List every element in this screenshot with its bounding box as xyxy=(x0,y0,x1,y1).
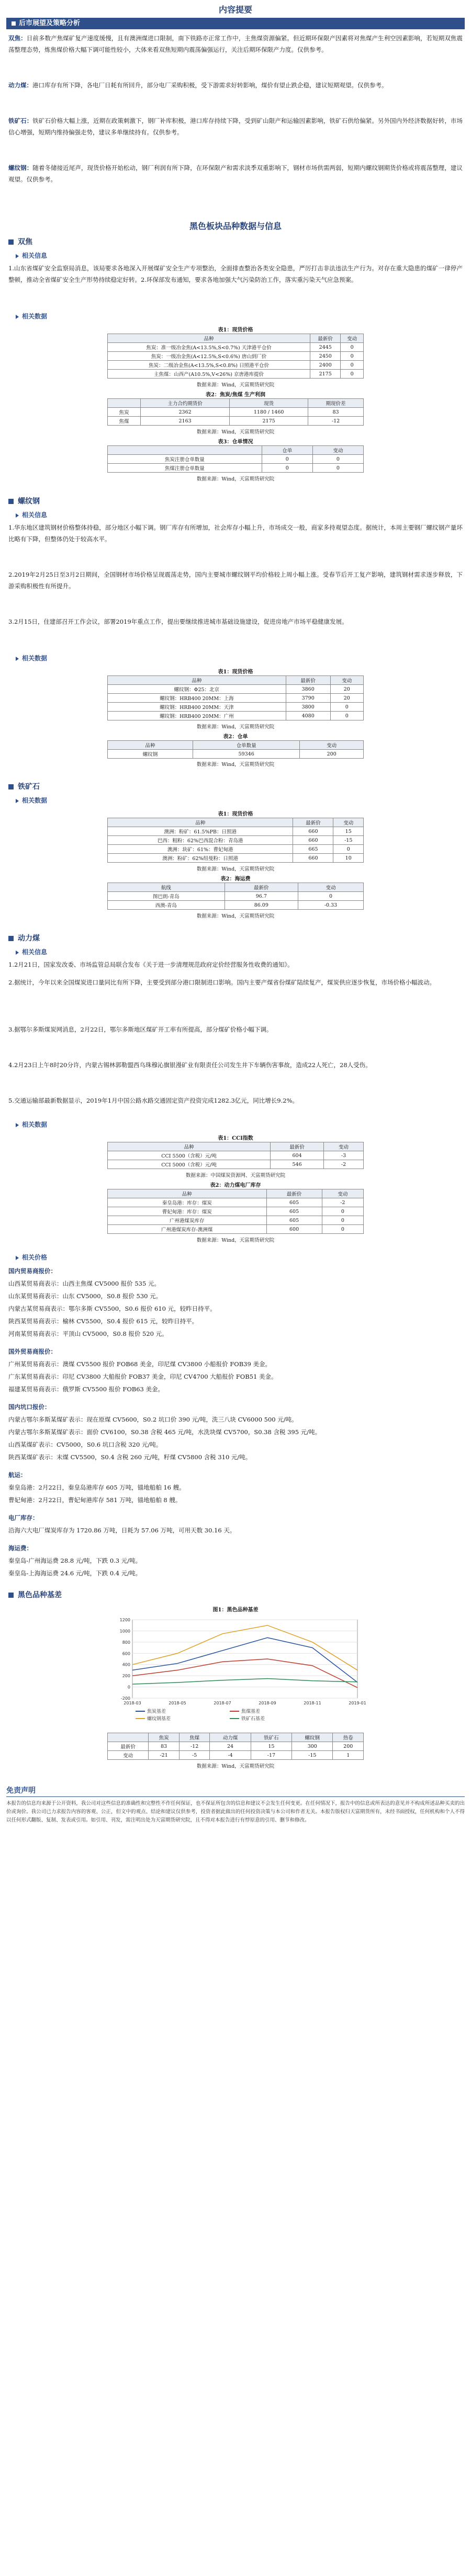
square-icon xyxy=(12,21,16,26)
summary-paragraph-2: 动力煤：港口库存有所下降，各电厂日耗有所回升，部分电厂采购积极，受下游需求好转影响，煤价有望止跌企稳，建议短期观望。仅供参考。 xyxy=(8,82,388,89)
legend-label: 铁矿石基差 xyxy=(241,1716,265,1722)
table-row: 澳洲：粉矿：61.5%PB：日照港 660 15 xyxy=(108,827,364,836)
thermal-data-sub: 相关数据 xyxy=(16,1120,47,1129)
thermal-info-text-5: 5.交通运输部最新数据显示，2019年1月中国公路水路交通固定资产投资完成1282.3亿元，同比增长9.2%。 xyxy=(8,1097,299,1104)
x-tick-label: 2018-03 xyxy=(124,1701,141,1705)
table1-caption: 表1：现货价格 xyxy=(218,327,253,333)
table-row: 螺纹钢：HRB400 20MM：上海 3790 20 xyxy=(108,694,364,703)
price-line: 秦皇岛-广州海运费 28.8 元/吨，下跌 0.3 元/吨。 xyxy=(8,1557,142,1564)
thermal-info-text-2: 2.据统计，今年以来全国煤炭进口量同比有所下降，主要受到部分港口限制进口影响。国内主要产煤省份煤矿陆续复产，煤炭供应逐步恢复，市场价格小幅波动。 xyxy=(8,979,435,986)
price-heading-4: 航运： xyxy=(8,1471,27,1479)
summary-paragraph-1: 双焦：日前多数产焦煤矿复产速度缓慢，且有澳洲煤进口限制，南下铁路亦正常工作中，主焦煤资源偏紧。但近期环保限产因素将对焦煤产生利空因素影响，若短期双焦震荡整理态势，炼焦煤价格大幅下调可能性较小，大体来看双焦短期内震荡偏强运行，关注后期环保限产力度。仅供参考。 xyxy=(8,35,463,53)
table2: 主力合约期货价 现货 期现价差 焦炭 2362 1180 / 1460 83 焦煤 2163 2175 -12 xyxy=(107,398,364,426)
price-line: 陕西某贸易商表示：榆林 CV5500，S0.4 报价 615 元，较昨日持平。 xyxy=(8,1318,198,1325)
table-row: 螺纹钢：HRB400 20MM：天津 3800 0 xyxy=(108,703,364,712)
section-dot-icon xyxy=(8,1593,14,1598)
y-tick-label: 0 xyxy=(127,1685,130,1690)
table5-caption: 表2：仓单 xyxy=(223,734,248,740)
table-row: 变动 -21 -5 -4 -17 -15 1 xyxy=(108,1751,364,1760)
x-tick-label: 2018-05 xyxy=(169,1701,186,1705)
price-line: 内蒙古某贸易商表示：鄂尔多斯 CV5500，S0.6 报价 610 元，较昨日持平。 xyxy=(8,1305,216,1312)
legend-label: 螺纹钢基差 xyxy=(147,1716,171,1722)
table-row: CCI 5000（含税）元/吨 546 -2 xyxy=(108,1160,364,1169)
section-rebar-title: 螺纹钢 xyxy=(8,496,40,506)
section-dot-icon xyxy=(8,239,14,245)
legend-label: 焦煤基差 xyxy=(241,1709,261,1714)
table-row: 图巴朗-青岛 96.7 0 xyxy=(108,892,364,901)
table1: 品种 最新价 变动 焦炭：准一级冶金焦(A<13.5%,S<0.7%) 天津港平仓价 2445 0 焦炭：一级冶金焦(A<12.5%,S<0.6%) 唐山到厂价 2450 0 焦炭：二级冶金焦(A<13.5%,S<0.8%) 日照港平仓价 2400 0 主焦煤：山西产(A10.5%,V<26%) 京唐港库提价 2175 0 xyxy=(107,334,364,379)
y-tick-label: 1200 xyxy=(119,1618,130,1622)
table-row: 焦炭注册仓单数量 0 0 xyxy=(108,455,364,464)
coke-info-sub: 相关信息 xyxy=(16,251,47,260)
triangle-icon xyxy=(16,951,19,955)
y-tick-label: 600 xyxy=(122,1651,130,1656)
thermal-info-text-4: 4.2月23日上午8时20分许，内蒙古锡林郭勒盟西乌珠穆沁旗银漫矿业有限责任公司发生井下车辆伤害事故，造成22人死亡，28人受伤。 xyxy=(8,1061,372,1069)
table3-caption: 表3：仓单情况 xyxy=(218,439,253,445)
table9: 品种 最新价 变动 秦皇岛港：库存：煤炭 605 -2 曹妃甸港：库存：煤炭 605 0 广州港煤炭库存 605 0 广州港煤炭库存-澳洲煤 600 0 xyxy=(107,1189,364,1234)
plot-area xyxy=(132,1620,357,1698)
triangle-icon xyxy=(16,315,19,319)
rebar-info-sub: 相关信息 xyxy=(16,510,47,519)
price-line: 秦皇岛港：2月22日，秦皇岛港库存 605 万吨，锚地船舶 16 艘。 xyxy=(8,1484,185,1491)
table-row: 主焦煤：山西产(A10.5%,V<26%) 京唐港库提价 2175 0 xyxy=(108,370,364,379)
table-row: 焦炭：二级冶金焦(A<13.5%,S<0.8%) 日照港平仓价 2400 0 xyxy=(108,361,364,370)
table-row: 焦炭：准一级冶金焦(A<13.5%,S<0.7%) 天津港平仓价 2445 0 xyxy=(108,343,364,352)
table6: 品种 最新价 变动 澳洲：粉矿：61.5%PB：日照港 660 15 巴西：粗粉：62%巴西混合粉：青岛港 660 -15 澳洲：块矿：61%：曹妃甸港 665 0 澳洲：粉矿：62%纽曼粉：日照港 660 10 xyxy=(107,818,364,863)
table7: 航线 最新价 变动 图巴朗-青岛 96.7 0 西澳-青岛 86.09 -0.33 xyxy=(107,883,364,910)
table6-source: 数据来源：Wind，天富期货研究院 xyxy=(196,866,275,872)
price-line: 秦皇岛-上海海运费 24.6 元/吨，下跌 0.4 元/吨。 xyxy=(8,1570,142,1577)
legend-label: 焦炭基差 xyxy=(147,1709,166,1714)
price-line: 山西某煤矿表示：CV5000，S0.6 坑口含税 320 元/吨。 xyxy=(8,1441,162,1448)
chart-table-source: 数据来源：Wind，天富期货研究院 xyxy=(196,1764,275,1769)
rebar-info-text-1: 1.华东地区建筑钢材价格整体持稳，部分地区小幅下调。钢厂库存有所增加，社会库存小幅上升，市场成交一般，商家多持观望态度。据统计，本周主要钢厂螺纹钢产量环比略有下降，但整体仍处于较高水平。 xyxy=(8,524,463,543)
summary-heading: 后市展望及策略分析 xyxy=(19,19,81,27)
x-tick-label: 2018-11 xyxy=(304,1701,321,1705)
basis-chart xyxy=(107,1615,364,1730)
triangle-icon xyxy=(16,1123,19,1127)
price-line: 广州某贸易商表示：澳煤 CV5500 报价 FOB68 美金，印尼煤 CV3800 小船报价 FOB39 美金。 xyxy=(8,1360,271,1368)
section-dot-icon xyxy=(8,784,14,789)
price-line: 广东某贸易商表示：印尼 CV3800 大船报价 FOB37 美金，印尼 CV4700 大船报价 FOB51 美金。 xyxy=(8,1373,277,1380)
summary-heading-bar xyxy=(6,18,465,29)
table-row: 螺纹钢：HRB400 20MM：广州 4080 0 xyxy=(108,712,364,720)
section-chart-title: 黑色品种基差 xyxy=(8,1589,62,1600)
price-line: 沿海六大电厂煤炭库存为 1720.86 万吨，日耗为 57.06 万吨，可用天数 30.16 天。 xyxy=(8,1527,236,1534)
table6-caption: 表1：现货价格 xyxy=(218,811,253,817)
table-row: 曹妃甸港：库存：煤炭 605 0 xyxy=(108,1207,364,1216)
section-thermal-title: 动力煤 xyxy=(8,933,40,943)
table2-caption: 表2：焦炭/焦煤 生产利润 xyxy=(205,392,266,398)
table2-source: 数据来源：Wind，天富期货研究院 xyxy=(196,429,275,435)
price-heading-1: 国内贸易商报价： xyxy=(8,1267,57,1275)
y-tick-label: 400 xyxy=(122,1662,130,1667)
chart-table: 焦炭 焦煤 动力煤 铁矿石 螺纹钢 热卷 最新价 83 -12 24 15 300 200 变动 -21 -5 -4 -17 -15 1 xyxy=(107,1733,364,1760)
triangle-icon xyxy=(16,799,19,803)
coke-data-sub: 相关数据 xyxy=(16,312,47,320)
table4-source: 数据来源：Wind，天富期货研究院 xyxy=(196,724,275,730)
table9-caption: 表2：动力煤电厂库存 xyxy=(210,1183,261,1188)
table-row: 广州港煤炭库存-澳洲煤 600 0 xyxy=(108,1225,364,1234)
table5: 品种 仓单数量 变动 螺纹钢 59346 200 xyxy=(107,740,364,759)
price-line: 福建某贸易商表示：俄罗斯 CV5500 报价 FOB63 美金。 xyxy=(8,1386,164,1393)
section-dot-icon xyxy=(8,936,14,941)
triangle-icon xyxy=(16,254,19,258)
price-line: 山西某贸易商表示：山西主焦煤 CV5000 报价 535 元。 xyxy=(8,1280,160,1287)
table-row: 澳洲：粉矿：62%纽曼粉：日照港 660 10 xyxy=(108,854,364,863)
disclaimer-heading: 免责声明 xyxy=(6,1787,36,1795)
table4-caption: 表1：现货价格 xyxy=(218,669,253,675)
rebar-data-sub: 相关数据 xyxy=(16,654,47,662)
section-dot-icon xyxy=(8,499,14,504)
triangle-icon xyxy=(16,657,19,661)
price-line: 曹妃甸港：2月22日，曹妃甸港库存 581 万吨，锚地船舶 8 艘。 xyxy=(8,1496,182,1504)
table-row: 螺纹钢 59346 200 xyxy=(108,750,364,759)
table-row: 西澳-青岛 86.09 -0.33 xyxy=(108,901,364,910)
disclaimer-text: 本报告的信息均来源于公开资料，我公司对这些信息的准确性和完整性不作任何保证，也不保证所包含的信息和建议不会发生任何变更。在任何情况下，报告中的信息或所表达的意见并不构成所述品种买卖的出价或询价。我公司已力求报告内容的客观、公正，但文中的观点、结论和建议仅供参考，投资者据此做出的任何投资决策与本公司和作者无关。本报告版权归天富期货所有，未经书面授权，任何机构和个人不得以任何形式翻版、复制、发表或引用。如引用、刊发，需注明出处为天富期货研究院，且不得对本报告进行有悖原意的引用、删节和修改。 xyxy=(6,1801,465,1823)
y-tick-label: 200 xyxy=(122,1674,130,1679)
table5-source: 数据来源：Wind，天富期货研究院 xyxy=(196,762,275,768)
divider xyxy=(6,1796,465,1797)
triangle-icon xyxy=(16,1256,19,1260)
y-tick-label: 1000 xyxy=(119,1629,130,1634)
table8-caption: 表1：CCI指数 xyxy=(218,1136,253,1141)
table-row: 秦皇岛港：库存：煤炭 605 -2 xyxy=(108,1198,364,1207)
table7-source: 数据来源：Wind，天富期货研究院 xyxy=(196,913,275,919)
price-heading-6: 海运费： xyxy=(8,1544,32,1552)
thermal-info-sub: 相关信息 xyxy=(16,947,47,956)
x-tick-label: 2019-01 xyxy=(349,1701,366,1705)
summary-paragraph-3: 铁矿石：铁矿石价格大幅上涨，近期在政策刺激下，钢厂补库积极，港口库存持续下降，受到矿山限产和运输因素影响，铁矿石供给偏紧。另外国内外经济数据好转，市场信心增强，短期内维持偏强走势，建议多单继续持有。仅供参考。 xyxy=(8,117,463,136)
price-line: 河南某贸易商表示：平顶山 CV5000，S0.8 报价 520 元。 xyxy=(8,1330,168,1337)
chart-caption: 图1：黑色品种基差 xyxy=(212,1607,259,1613)
table-row: CCI 5500（含税）元/吨 604 -3 xyxy=(108,1151,364,1160)
section-ore-title: 铁矿石 xyxy=(8,781,40,792)
rebar-info-text-3: 3.2月15日，住建部召开工作会议，部署2019年重点工作，提出要继续推进城市基础设施建设，促进房地产市场平稳健康发展。 xyxy=(8,618,348,625)
summary-paragraph-4: 螺纹钢：随着冬储接近尾声，现货价格开始松动，钢厂利润有所下降，在环保限产和需求淡季双重影响下，钢材市场供需两弱，短期内螺纹钢期货价格或将震荡整理，建议观望。仅供参考。 xyxy=(8,164,463,183)
table3-source: 数据来源：Wind，天富期货研究院 xyxy=(196,476,275,482)
x-tick-label: 2018-09 xyxy=(259,1701,276,1705)
x-tick-label: 2018-07 xyxy=(214,1701,231,1705)
thermal-info-text-3: 3.据鄂尔多斯煤炭网消息，2月22日，鄂尔多斯地区煤矿开工率有所提高，部分煤矿价格小幅下调。 xyxy=(8,1026,273,1033)
table1-source: 数据来源：Wind，天富期货研究院 xyxy=(196,382,275,388)
table-row: 焦煤 2163 2175 -12 xyxy=(108,417,364,426)
center-title: 黑色板块品种数据与信息 xyxy=(189,221,282,231)
table-row: 焦炭 2362 1180 / 1460 83 xyxy=(108,408,364,417)
table7-caption: 表2：海运费 xyxy=(220,876,251,882)
price-heading-2: 国外贸易商报价： xyxy=(8,1348,57,1355)
thermal-info-text-1: 1.2月21日，国家发改委、市场监管总局联合发布《关于进一步清理规范政府定价经营服务性收费的通知》。 xyxy=(8,961,294,968)
table3: 仓单 变动 焦炭注册仓单数量 0 0 焦煤注册仓单数量 0 0 xyxy=(107,445,364,473)
price-heading-3: 国内坑口报价： xyxy=(8,1403,51,1411)
table-row: 澳洲：块矿：61%：曹妃甸港 665 0 xyxy=(108,845,364,854)
table-row: 广州港煤炭库存 605 0 xyxy=(108,1216,364,1225)
table-row: 最新价 83 -12 24 15 300 200 xyxy=(108,1742,364,1751)
thermal-price-sub: 相关价格 xyxy=(16,1253,47,1262)
table-row: 焦煤注册仓单数量 0 0 xyxy=(108,464,364,473)
table4: 品种 最新价 变动 螺纹钢：Φ25：北京 3860 20 螺纹钢：HRB400 20MM：上海 3790 20 螺纹钢：HRB400 20MM：天津 3800 0 螺纹钢：HRB400 20MM：广州 4080 0 xyxy=(107,676,364,720)
table8: 品种 最新价 变动 CCI 5500（含税）元/吨 604 -3 CCI 5000（含税）元/吨 546 -2 xyxy=(107,1142,364,1169)
table9-source: 数据来源：Wind，天富期货研究院 xyxy=(196,1238,275,1243)
triangle-icon xyxy=(16,513,19,518)
doc-title: 内容提要 xyxy=(218,5,252,15)
price-line: 山东某贸易商表示：山东 CV5000，S0.8 报价 530 元。 xyxy=(8,1292,162,1300)
y-tick-label: 800 xyxy=(122,1640,130,1645)
ore-data-sub: 相关数据 xyxy=(16,796,47,805)
rebar-info-text-2: 2.2019年2月25日至3月2日期间，全国钢材市场价格呈现震荡走势，国内主要城市螺纹钢平均价格较上周小幅上涨。受春节后开工复产影响，建筑钢材需求逐步释放，下游采购积极性有所提升。 xyxy=(8,571,463,590)
table8-source: 数据来源：中国煤炭资源网、天富期货研究院 xyxy=(185,1173,285,1178)
table-row: 焦炭：一级冶金焦(A<12.5%,S<0.6%) 唐山到厂价 2450 0 xyxy=(108,352,364,361)
table-row: 巴西：粗粉：62%巴西混合粉：青岛港 660 -15 xyxy=(108,836,364,845)
section-coke-title: 双焦 xyxy=(8,236,32,247)
price-heading-5: 电厂库存： xyxy=(8,1514,39,1521)
coke-info-text: 1.山东省煤矿安全监察局消息，该局要求各地深入开展煤矿安全生产专项整治，全面排查整治各类安全隐患，严厉打击非法违法生产行为。对存在重大隐患的煤矿一律停产整顿，推动全省煤矿安全生产形势持续稳定好转。2.环保部发布通知，要求各地加强大气污染防治工作，落实重污染天气应急预案。 xyxy=(8,265,463,283)
price-line: 内蒙古鄂尔多斯某煤矿表示：现在原煤 CV5600，S0.2 坑口价 390 元/吨，洗三八块 CV6000 500 元/吨。 xyxy=(8,1416,298,1423)
price-line: 内蒙古鄂尔多斯某煤矿表示：面价 CV6100，S0.38 含税 465 元/吨，水洗块煤 CV5700，S0.38 含税 395 元/吨。 xyxy=(8,1428,321,1436)
table-row: 螺纹钢：Φ25：北京 3860 20 xyxy=(108,685,364,694)
y-tick-label: -200 xyxy=(120,1696,130,1701)
price-line: 陕西某煤矿表示：末煤 CV5500，S0.4 含税 260 元/吨，籽煤 CV5800 含税 310 元/吨。 xyxy=(8,1453,252,1461)
